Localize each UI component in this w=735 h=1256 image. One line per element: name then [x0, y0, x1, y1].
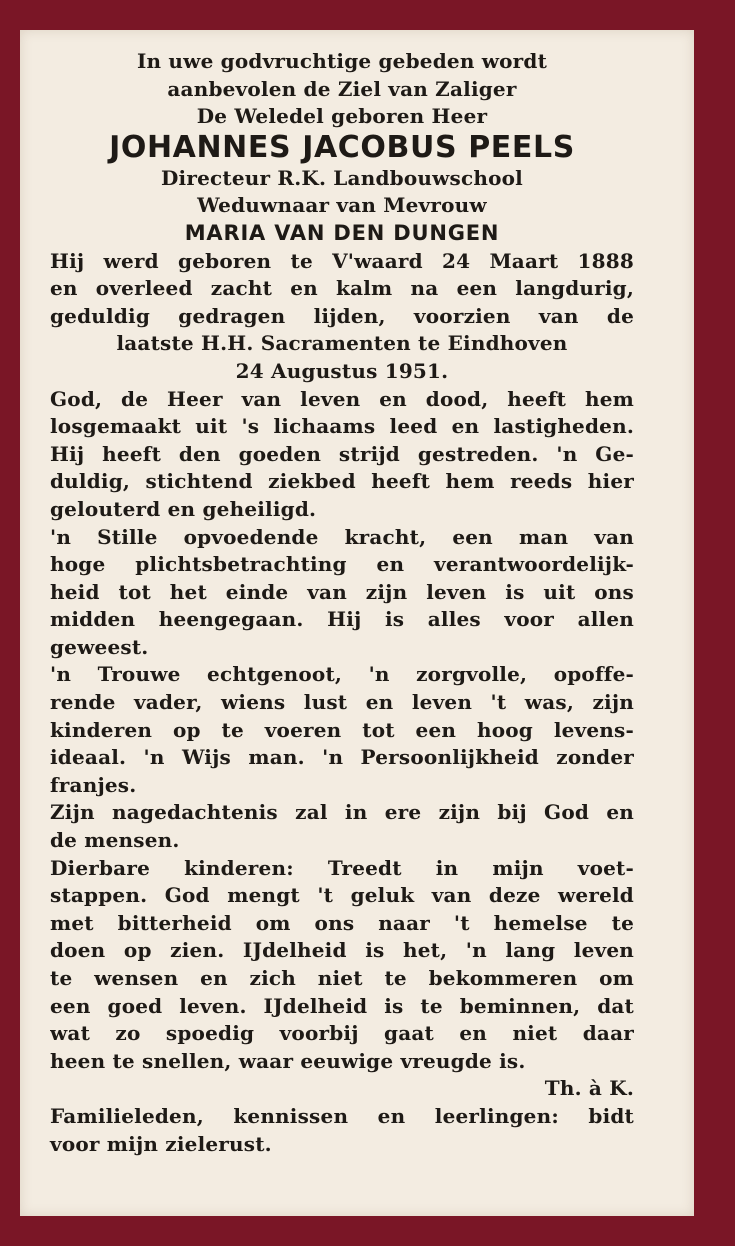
attribution: Th. à K.	[544, 1076, 634, 1101]
paragraph-line: kinderen op te voeren tot een hoog levens-	[50, 717, 634, 742]
paragraph-line: een goed leven. IJdelheid is te beminnen, dat	[50, 993, 634, 1018]
paragraph-line: gelouterd en geheiligd.	[50, 496, 317, 521]
paragraph-line: 'n Trouwe echtgenoot, 'n zorgvolle, opoffe-	[50, 662, 634, 687]
closing-line: Familieleden, kennissen en leerlingen: bidt	[50, 1103, 634, 1128]
paragraph-line: 'n Stille opvoedende kracht, een man van	[50, 524, 634, 549]
paragraph-line: Hij heeft den goeden strijd gestreden. 'n Ge-	[50, 441, 634, 466]
paragraph-line: te wensen en zich niet te bekommeren om	[50, 966, 634, 990]
spouse-name: MARIA VAN DEN DUNGEN	[184, 220, 500, 245]
paragraph-line: Zijn nagedachtenis zal in ere zijn bij God en	[50, 800, 634, 825]
memorial-card-text	[50, 48, 634, 1158]
paragraph-line: wat zo spoedig voorbij gaat en niet daar	[50, 1021, 634, 1046]
birth-death-line: en overleed zacht en kalm na een langdurig,	[50, 276, 634, 301]
paragraph-line: geweest.	[50, 634, 149, 659]
paragraph-line: losgemaakt uit 's lichaams leed en lastigheden.	[50, 414, 634, 439]
paragraph-line: God, de Heer van leven en dood, heeft hem	[50, 386, 634, 411]
paragraph-line: heen te snellen, waar eeuwige vreugde is.	[50, 1048, 526, 1073]
deceased-name: JOHANNES JACOBUS PEELS	[109, 129, 575, 165]
intro-line: De Weledel geboren Heer	[196, 104, 488, 129]
paragraph-line: stappen. God mengt 't geluk van deze wereld	[50, 883, 634, 908]
birth-death-line: geduldig gedragen lijden, voorzien van de	[50, 303, 634, 328]
title-line: Directeur R.K. Landbouwschool	[161, 165, 523, 190]
paragraph-line: franjes.	[50, 772, 137, 797]
birth-death-line: 24 Augustus 1951.	[235, 358, 449, 383]
intro-line: aanbevolen de Ziel van Zaliger	[167, 76, 517, 101]
title-line: Weduwnaar van Mevrouw	[197, 193, 487, 218]
paragraph-line: met bitterheid om ons naar 't hemelse te	[50, 910, 634, 935]
paragraph-line: midden heengegaan. Hij is alles voor allen	[50, 607, 634, 632]
paragraph-line: hoge plichtsbetrachting en verantwoordelijk-	[50, 552, 634, 577]
paragraph-line: ideaal. 'n Wijs man. 'n Persoonlijkheid zonder	[50, 745, 634, 770]
bottom-margin	[0, 1246, 735, 1256]
paragraph-line: heid tot het einde van zijn leven is uit ons	[50, 579, 634, 604]
paragraph-line: rende vader, wiens lust en leven 't was, zijn	[50, 690, 634, 715]
paragraph-line: Dierbare kinderen: Treedt in mijn voet-	[50, 855, 634, 880]
birth-death-line: Hij werd geboren te V'waard 24 Maart 1888	[50, 248, 634, 273]
birth-death-line: laatste H.H. Sacramenten te Eindhoven	[116, 331, 568, 356]
closing-line: voor mijn zielerust.	[50, 1131, 272, 1156]
paragraph-line: doen op zien. IJdelheid is het, 'n lang leven	[50, 938, 634, 963]
paragraph-line: de mensen.	[50, 828, 180, 853]
intro-line: In uwe godvruchtige gebeden wordt	[136, 49, 548, 73]
paragraph-line: duldig, stichtend ziekbed heeft hem reeds hier	[50, 469, 634, 494]
